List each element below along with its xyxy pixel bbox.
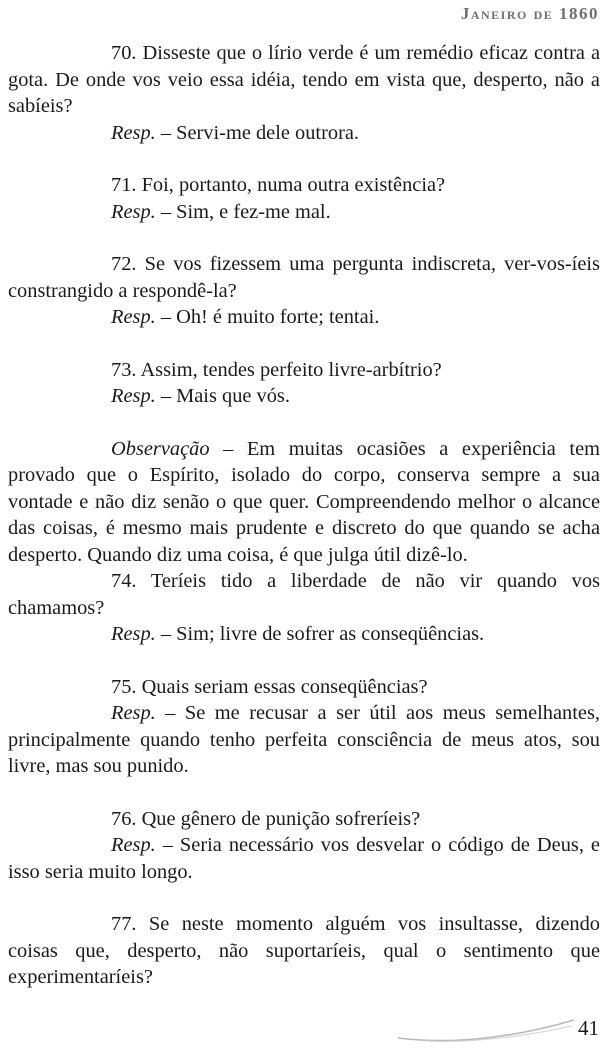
question-71: 71. Foi, portanto, numa outra existência? <box>111 174 446 196</box>
answer-75 <box>8 700 600 780</box>
resp-label: Resp. <box>111 200 156 223</box>
answer-text: – Oh! é muito forte; tentai. <box>155 306 380 328</box>
observation-text: – Em muitas ocasiões a experiência tem provado que o Espírito, isolado do corpo, conserva sempre a sua vontade e não diz senão o que quer. Compreendendo melhor o alcance das coisas, é mesmo mais prudente e discreto do que quando se acha desperto. Quando diz uma coisa, é que julga útil dizê-lo. <box>8 437 600 566</box>
answer-text: – Sim; livre de sofrer as conseqüências. <box>155 623 485 645</box>
resp-label: Resp. <box>111 121 156 144</box>
running-header: Janeiro de 1860 <box>460 4 599 23</box>
resp-label: Resp. <box>111 306 156 328</box>
answer-text: – Seria necessário vos desvelar o código de Deus, e isso seria muito longo. <box>8 834 600 883</box>
question-70: 70. Disseste que o lírio verde é um remédio eficaz contra a gota. De onde vos veio essa idéia, tendo em vista que, desperto, não a sabíeis? <box>8 42 600 117</box>
page-body <box>8 40 600 991</box>
question-73: 73. Assim, tendes perfeito livre-arbítrio? <box>111 358 442 381</box>
answer-71 <box>8 199 600 226</box>
answer-text: – Servi-me dele outrora. <box>155 121 360 144</box>
resp-label: Resp. <box>111 834 156 856</box>
answer-70 <box>8 120 600 147</box>
answer-text: – Sim, e fez-me mal. <box>155 200 331 223</box>
question-74: 74. Teríeis tido a liberdade de não vir quando vos chamamos? <box>8 570 600 619</box>
observation-label: Observação <box>111 437 210 460</box>
question-75: 75. Quais seriam essas conseqüências? <box>111 675 428 698</box>
observation-note <box>8 436 600 569</box>
answer-74 <box>8 621 600 648</box>
page-number: 41 <box>578 1016 599 1040</box>
question-77: 77. Se neste momento alguém vos insultasse, dizendo coisas que, desperto, não suportaríeis, qual o sentimento que experimentaríeis? <box>8 913 600 988</box>
resp-label: Resp. <box>111 623 156 645</box>
answer-text: – Se me recusar a ser útil aos meus semelhantes, principalmente quando tenho perfeita consciência de meus atos, sou livre, mas sou punido. <box>8 702 600 777</box>
question-72: 72. Se vos fizessem uma pergunta indiscreta, ver-vos-íeis constrangido a respondê-la? <box>8 253 600 302</box>
answer-text: – Mais que vós. <box>155 385 290 407</box>
answer-76 <box>8 832 600 885</box>
question-76: 76. Que gênero de punição sofreríeis? <box>111 807 421 830</box>
answer-73 <box>8 383 600 410</box>
answer-72 <box>8 304 600 331</box>
decorative-swoosh-icon <box>396 1014 576 1044</box>
resp-label: Resp. <box>111 702 156 724</box>
resp-label: Resp. <box>111 385 156 407</box>
